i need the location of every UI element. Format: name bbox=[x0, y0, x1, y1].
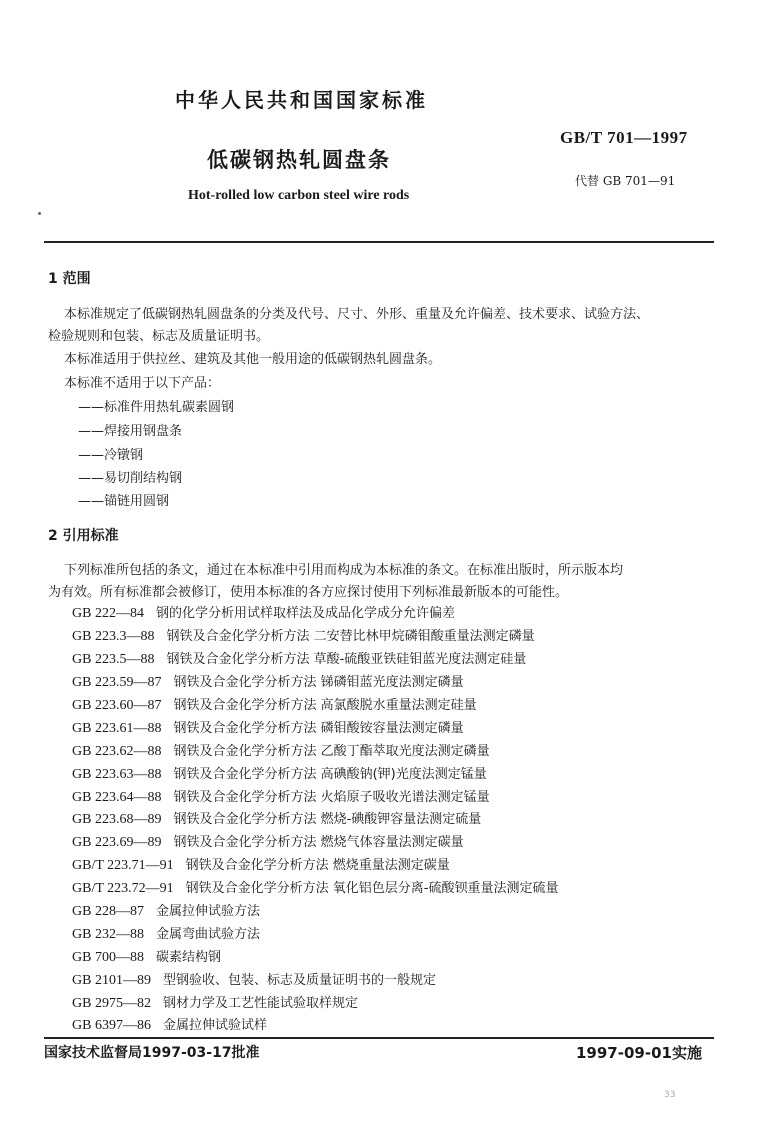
reference-entry bbox=[72, 763, 487, 783]
reference-entry bbox=[72, 992, 358, 1012]
list-item: ——冷镦钢 bbox=[78, 448, 144, 463]
reference-title: 钢材力学及工艺性能试验取样规定 bbox=[162, 996, 358, 1011]
reference-entry bbox=[72, 923, 260, 943]
reference-entry bbox=[72, 602, 455, 622]
section-2-intro-line-1: 下列标准所包括的条文，通过在本标准中引用而构成为本标准的条文。在标准出版时，所示版本均 bbox=[64, 563, 624, 578]
reference-entry bbox=[72, 740, 490, 760]
reference-code: GB 223.3—88 bbox=[72, 629, 155, 644]
national-standard-heading: 中华人民共和国国家标准 bbox=[175, 88, 428, 112]
document-title-en: Hot-rolled low carbon steel wire rods bbox=[188, 188, 410, 203]
reference-code: GB 700—88 bbox=[72, 950, 144, 965]
reference-title: 钢的化学分析用试样取样法及成品化学成分允许偏差 bbox=[155, 606, 455, 621]
reference-entry bbox=[72, 946, 221, 966]
reference-title: 钢铁及合金化学分析方法 高碘酸钠(钾)光度法测定锰量 bbox=[173, 767, 487, 782]
reference-title: 钢铁及合金化学分析方法 高氯酸脱水重量法测定硅量 bbox=[173, 698, 477, 713]
scan-speck bbox=[38, 212, 41, 215]
section-2-intro-line-2: 为有效。所有标准都会被修订，使用本标准的各方应探讨使用下列标准最新版本的可能性。 bbox=[48, 585, 569, 600]
header-rule bbox=[44, 241, 714, 243]
reference-code: GB 2975—82 bbox=[72, 996, 151, 1011]
approval-note: 国家技术监督局1997-03-17批准 bbox=[44, 1045, 260, 1061]
reference-entry bbox=[72, 694, 477, 714]
reference-entry bbox=[72, 717, 464, 737]
reference-entry bbox=[72, 786, 490, 806]
document-title-cn: 低碳钢热轧圆盘条 bbox=[207, 148, 391, 172]
reference-entry bbox=[72, 1014, 267, 1034]
reference-entry bbox=[72, 900, 260, 920]
list-item: ——易切削结构钢 bbox=[78, 471, 183, 486]
section-2-heading: 2 引用标准 bbox=[48, 528, 119, 544]
reference-title: 钢铁及合金化学分析方法 火焰原子吸收光谱法测定锰量 bbox=[173, 790, 490, 805]
reference-code: GB 6397—86 bbox=[72, 1018, 151, 1033]
reference-code: GB 223.64—88 bbox=[72, 790, 162, 805]
reference-code: GB 223.68—89 bbox=[72, 812, 162, 827]
reference-title: 钢铁及合金化学分析方法 锑磷钼蓝光度法测定磷量 bbox=[173, 675, 464, 690]
reference-title: 金属拉伸试验方法 bbox=[155, 904, 260, 919]
section-1-para-1-line-2: 检验规则和包装、标志及质量证明书。 bbox=[48, 329, 270, 344]
reference-title: 型钢验收、包装、标志及质量证明书的一般规定 bbox=[162, 973, 436, 988]
reference-code: GB 223.5—88 bbox=[72, 652, 155, 667]
reference-code: GB 228—87 bbox=[72, 904, 144, 919]
reference-code: GB 2101—89 bbox=[72, 973, 151, 988]
standard-number: GB/T 701—1997 bbox=[560, 128, 688, 147]
footer-rule bbox=[44, 1037, 714, 1039]
reference-entry bbox=[72, 671, 464, 691]
reference-code: GB 222—84 bbox=[72, 606, 144, 621]
page-number: 33 bbox=[664, 1090, 676, 1100]
list-item: ——焊接用钢盘条 bbox=[78, 424, 183, 439]
reference-title: 钢铁及合金化学分析方法 氧化铝色层分离-硫酸钡重量法测定硫量 bbox=[185, 881, 559, 896]
reference-code: GB 232—88 bbox=[72, 927, 144, 942]
reference-title: 钢铁及合金化学分析方法 燃烧重量法测定碳量 bbox=[185, 858, 450, 873]
section-1-para-3: 本标准不适用于以下产品： bbox=[64, 376, 221, 391]
reference-title: 金属拉伸试验试样 bbox=[162, 1018, 267, 1033]
reference-title: 钢铁及合金化学分析方法 磷钼酸铵容量法测定磷量 bbox=[173, 721, 464, 736]
section-1-heading: 1 范围 bbox=[48, 271, 91, 287]
reference-entry bbox=[72, 648, 526, 668]
reference-entry bbox=[72, 808, 481, 828]
reference-entry bbox=[72, 969, 436, 989]
reference-title: 钢铁及合金化学分析方法 草酸-硫酸亚铁硅钼蓝光度法测定硅量 bbox=[166, 652, 527, 667]
list-item: ——标准件用热轧碳素圆钢 bbox=[78, 400, 235, 415]
reference-code: GB 223.62—88 bbox=[72, 744, 162, 759]
reference-code: GB/T 223.72—91 bbox=[72, 881, 174, 896]
reference-code: GB/T 223.71—91 bbox=[72, 858, 174, 873]
reference-title: 钢铁及合金化学分析方法 二安替比林甲烷磷钼酸重量法测定磷量 bbox=[166, 629, 535, 644]
reference-entry bbox=[72, 831, 464, 851]
reference-code: GB 223.60—87 bbox=[72, 698, 162, 713]
section-1-para-2: 本标准适用于供拉丝、建筑及其他一般用途的低碳钢热轧圆盘条。 bbox=[64, 352, 442, 367]
section-1-para-1-line-1: 本标准规定了低碳钢热轧圆盘条的分类及代号、尺寸、外形、重量及允许偏差、技术要求、试验方法、 bbox=[64, 307, 650, 322]
reference-code: GB 223.69—89 bbox=[72, 835, 162, 850]
reference-title: 钢铁及合金化学分析方法 燃烧-碘酸钾容量法测定硫量 bbox=[173, 812, 482, 827]
list-item: ——锚链用圆钢 bbox=[78, 494, 170, 509]
reference-entry bbox=[72, 877, 558, 897]
reference-entry bbox=[72, 854, 450, 874]
replaces-note: 代替 GB 701—91 bbox=[575, 174, 676, 188]
reference-title: 钢铁及合金化学分析方法 乙酸丁酯萃取光度法测定磷量 bbox=[173, 744, 490, 759]
reference-entry bbox=[72, 625, 535, 645]
reference-code: GB 223.61—88 bbox=[72, 721, 162, 736]
reference-code: GB 223.59—87 bbox=[72, 675, 162, 690]
reference-code: GB 223.63—88 bbox=[72, 767, 162, 782]
reference-title: 金属弯曲试验方法 bbox=[155, 927, 260, 942]
implementation-date: 1997-09-01实施 bbox=[576, 1044, 702, 1062]
reference-title: 碳素结构钢 bbox=[155, 950, 221, 965]
reference-title: 钢铁及合金化学分析方法 燃烧气体容量法测定碳量 bbox=[173, 835, 464, 850]
